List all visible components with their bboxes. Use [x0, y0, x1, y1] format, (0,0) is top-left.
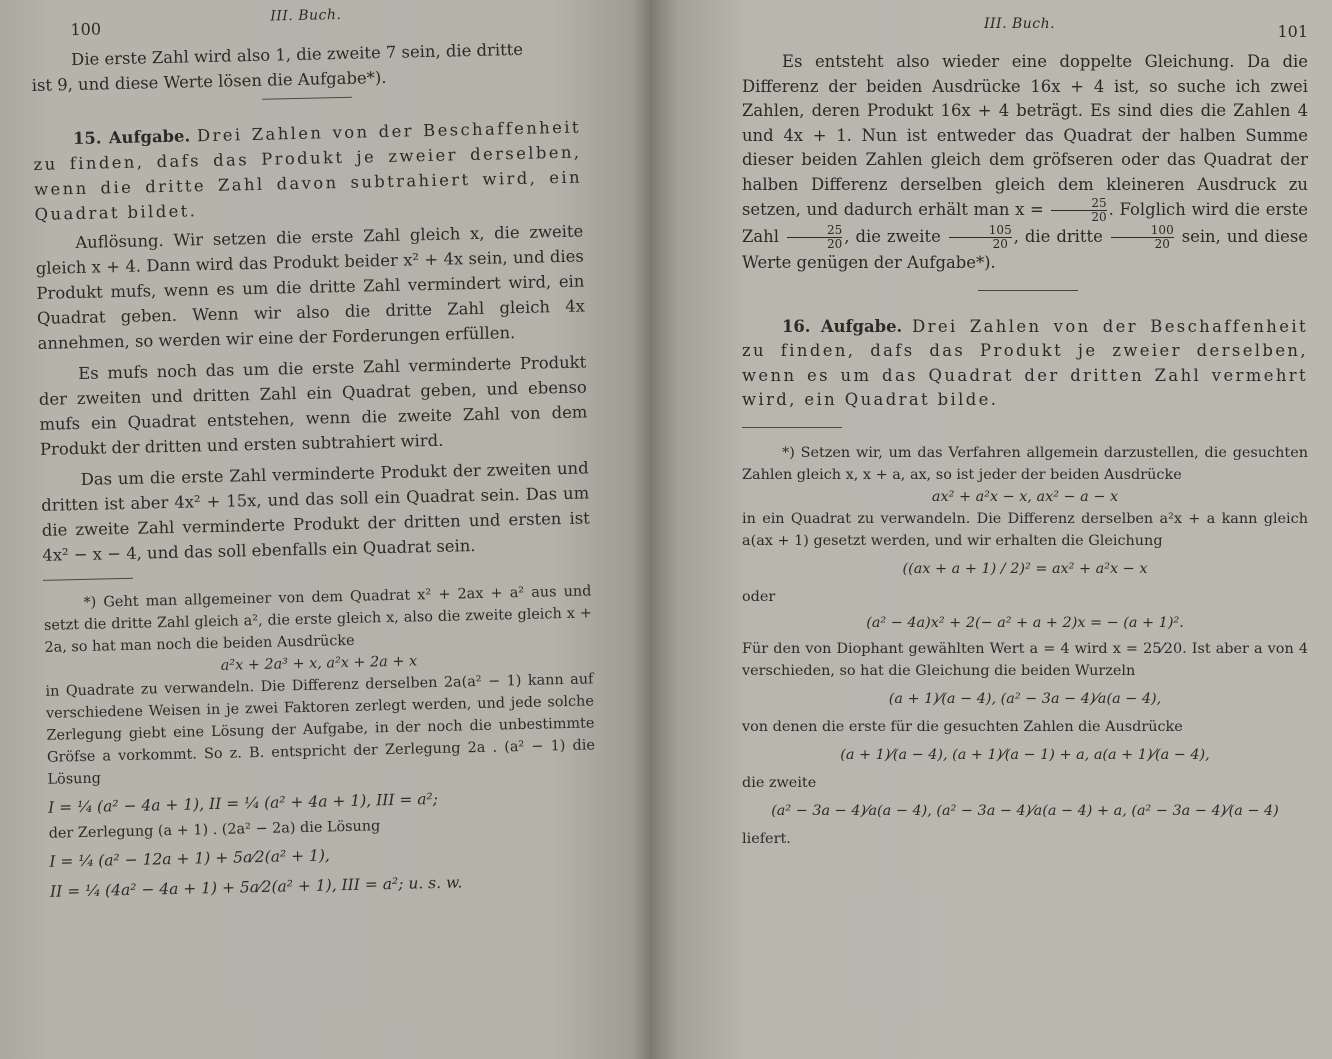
left-page: [0, 0, 652, 1059]
aufgabe-16-label: 16. Aufgabe.: [782, 316, 903, 336]
aufgabe-15-label: 15. Aufgabe.: [72, 126, 191, 149]
right-page-number: 101: [1277, 22, 1308, 41]
right-paragraph-1b: . Folglich wird die erste Zahl: [742, 200, 1308, 246]
left-footnote-eq-4: II = ¹⁄₄ (4a² − 4a + 1) + 5a⁄2(a² + 1), III = a²; u. s. w.: [49, 873, 463, 901]
right-footnote-eq-2: ((ax + a + 1) / 2)² = ax² + a²x − x: [902, 560, 1148, 577]
right-footnote-7: liefert.: [742, 830, 791, 847]
section-divider: [262, 97, 352, 100]
right-section-divider: [978, 290, 1078, 291]
fraction-2-num: 105: [988, 223, 1012, 237]
fraction-3-den: 20: [1111, 237, 1174, 251]
right-footnote-6: die zweite: [742, 774, 817, 791]
left-footnote-2: in Quadrate zu verwandeln. Die Differenz derselben 2a(a² − 1) kann auf verschiedene Weisen in je zwei Faktoren zerlegt werden, und jede solche Zerlegung giebt eine Lösung der Aufgabe, in der noch die unbestimmte Gröfse a vorkommt. So z. B. entspricht der Zerlegung 2a . (a² − 1) die Lösung: [45, 671, 596, 788]
right-paragraph-1e: sein, und diese Werte genügen der Aufgabe*).: [742, 227, 1308, 272]
aufloesung-text: Wir setzen die erste Zahl gleich x, die zweite gleich x + 4. Dann wird das Produkt beider x² + 4x sein, und dies Produkt mufs, wenn es um die dritte Zahl vermindert wird, ein Quadrat geben. Wenn wir also die dritte Zahl gleich 4x annehmen, so werden wir eine der Forderungen erfüllen.: [35, 221, 586, 353]
paragraph-3: Das um die erste Zahl verminderte Produkt der zweiten und dritten ist aber 4x² + 15x, und das soll ein Quadrat sein. Das um die zweite Zahl verminderte Produkt der dritten und ersten ist 4x² − x − 4, und das soll ebenfalls ein Quadrat sein.: [41, 458, 590, 565]
right-footnote-eq-4: (a + 1)⁄(a − 4), (a² − 3a − 4)⁄a(a − 4),: [888, 690, 1162, 707]
right-running-head: III. Buch.: [984, 16, 1056, 32]
left-footnote-eq-1: a²x + 2a³ + x, a²x + 2a + x: [220, 653, 418, 674]
intro-line-1: Die erste Zahl wird also 1, die zweite 7 sein, die dritte: [70, 39, 524, 70]
right-header: [742, 10, 1308, 41]
fraction-x-den: 20: [1051, 210, 1106, 224]
fraction-3: [1111, 224, 1174, 251]
aufgabe-15: [33, 115, 583, 227]
right-paragraph-1c: , die zweite: [844, 227, 941, 246]
left-footnote-1: *) Geht man allgemeiner von dem Quadrat x² + 2ax + a² aus und setzt die dritte Zahl gleich a², die erste gleich x, also die zweite gleich x + 2a, so hat man noch die beiden Ausdrücke: [43, 583, 593, 656]
footnote-divider: [43, 578, 133, 581]
fraction-3-num: 100: [1150, 223, 1174, 237]
left-footnote-3: der Zerlegung (a + 1) . (2a² − 2a) die Lösung: [48, 818, 381, 842]
right-footnote: [742, 442, 1308, 850]
right-page-text-block: [742, 10, 1308, 850]
right-footnote-5: von denen die erste für die gesuchten Zahlen die Ausdrücke: [742, 718, 1183, 735]
aufgabe-16-text: Drei Zahlen von der Beschaffenheit zu finden, dafs das Produkt je zweier derselben, wenn es um das Quadrat der dritten Zahl vermehrt wird, ein Quadrat bilde.: [742, 316, 1308, 409]
right-page: [652, 0, 1332, 1059]
fraction-2-den: 20: [949, 237, 1012, 251]
aufgabe-15-text: Drei Zahlen von der Beschaffenheit zu finden, dafs das Produkt je zweier derselben, wenn die dritte Zahl davon subtrahiert wird, ein Quadrat bildet.: [33, 117, 583, 224]
fraction-x: [1051, 197, 1106, 224]
right-paragraph-1d: , die dritte: [1013, 227, 1103, 246]
right-footnote-4: Für den von Diophant gewählten Wert a = 4 wird x = 25⁄20. Ist aber a von 4 verschieden, so hat die Gleichung die beiden Wurzeln: [742, 640, 1308, 679]
right-footnote-eq-6: (a² − 3a − 4)⁄a(a − 4), (a² − 3a − 4)⁄a(a − 4) + a, (a² − 3a − 4)⁄(a − 4): [771, 802, 1279, 819]
left-page-number: 100: [70, 19, 102, 40]
left-footnote-eq-2: I = ¹⁄₄ (a² − 4a + 1), II = ¹⁄₄ (a² + 4a + 1), III = a²;: [47, 789, 439, 817]
fraction-1-den: 20: [787, 237, 842, 251]
right-footnote-eq-5: (a + 1)⁄(a − 4), (a + 1)⁄(a − 1) + a, a(a + 1)⁄(a − 4),: [840, 746, 1210, 763]
aufloesung-paragraph: [35, 219, 586, 356]
right-paragraph-1a: Es entsteht also wieder eine doppelte Gleichung. Da die Differenz der beiden Ausdrücke 16x + 4 ist, so suche ich zwei Zahlen, deren Produkt 16x + 4 beträgt. Es sind dies die Zahlen 4 und 4x + 1. Nun ist entweder das Quadrat der halben Summe dieser beiden Zahlen gleich dem gröfseren oder das Quadrat der halben Differenz derselben gleich dem kleineren Ausdruck zu setzen, und dadurch erhält man x =: [742, 52, 1308, 219]
right-footnote-eq-1: ax² + a²x − x, ax² − a − x: [931, 488, 1119, 505]
fraction-1-num: 25: [826, 223, 843, 237]
left-footnote-eq-3: I = ¹⁄₄ (a² − 12a + 1) + 5a⁄2(a² + 1),: [49, 846, 331, 871]
right-footnote-eq-3: (a² − 4a)x² + 2(− a² + a + 2)x = − (a + 1)².: [866, 614, 1184, 631]
right-footnote-2: in ein Quadrat zu verwandeln. Die Differenz derselben a²x + a kann gleich a(ax + 1) gesetzt werden, und wir erhalten die Gleichung: [742, 510, 1308, 549]
paragraph-2: Es mufs noch das um die erste Zahl verminderte Produkt der zweiten und dritten Zahl ein Quadrat geben, und ebenso mufs ein Quadrat entstehen, wenn die zweite Zahl von dem Produkt der dritten und ersten subtrahiert wird.: [38, 352, 588, 459]
fraction-1: [787, 224, 842, 251]
right-footnote-1: *) Setzen wir, um das Verfahren allgemein darzustellen, die gesuchten Zahlen gleich x, x + a, ax, so ist jeder der beiden Ausdrücke: [742, 444, 1308, 483]
left-running-head: III. Buch.: [270, 6, 342, 25]
left-header: [30, 0, 578, 40]
left-footnote: [43, 580, 598, 902]
right-footnote-divider: [742, 427, 842, 428]
left-page-text-block: [30, 0, 598, 903]
right-footnote-3: oder: [742, 588, 776, 605]
fraction-x-num: 25: [1091, 196, 1107, 210]
intro-line-2: ist 9, und diese Werte lösen die Aufgabe*).: [31, 67, 387, 95]
aufloesung-label: Auflösung.: [75, 231, 164, 253]
fraction-2: [949, 224, 1012, 251]
aufgabe-16: [742, 315, 1308, 413]
right-paragraph-1: [742, 50, 1308, 276]
